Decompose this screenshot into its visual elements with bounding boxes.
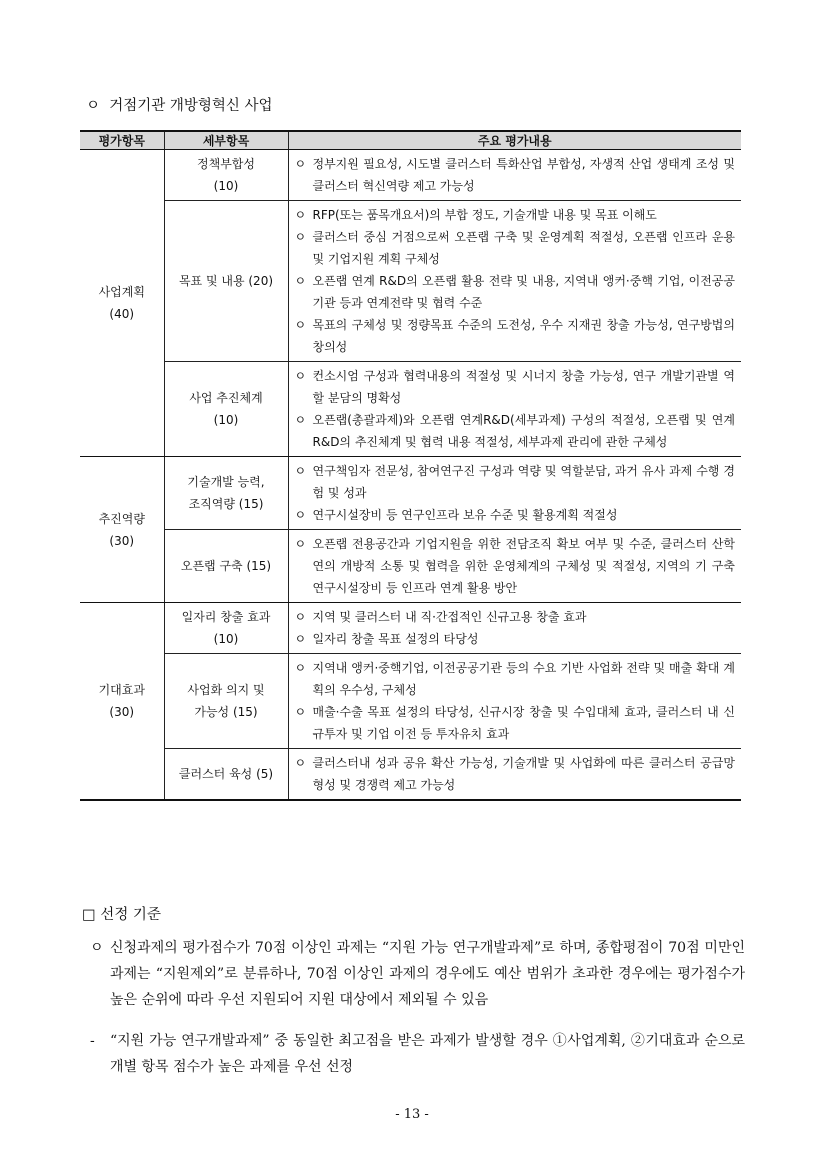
evaluation-table: [80, 130, 741, 801]
content-item: [295, 314, 736, 358]
content-cell: [288, 603, 741, 654]
item-bullet: ㅇ: [294, 756, 307, 770]
category-label: 추진역량: [98, 511, 145, 526]
intro-text: 거점기관 개방형혁신 사업: [109, 98, 273, 114]
item-text: 연구시설장비 등 연구인프라 보유 수준 및 활용계획 적절성: [312, 508, 618, 522]
table-row: [80, 362, 741, 457]
subitem-label: 가능성 (15): [194, 705, 258, 719]
table-row: [80, 654, 741, 749]
subitem-cell: [164, 654, 288, 749]
category-label: (30): [109, 533, 135, 548]
content-item: [295, 270, 736, 314]
content-item: [295, 752, 736, 796]
item-text: 목표의 구체성 및 정량목표 수준의 도전성, 우수 지재권 창출 가능성, 연구방법의 창의성: [312, 318, 735, 354]
para1-text: 신청과제의 평가점수가 70점 이상인 과제는 “지원 가능 연구개발과제”로 하며, 종합평점이 70점 미만인 과제는 “지원제외”로 분류하나, 70점 이상인 과제의 경우에도 예산 범위가 초과한 경우에는 평가점수가 높은 순위에 따라 우선 지원되어 지원 대상에서 제외될 수 있음: [110, 940, 745, 1008]
item-bullet: ㅇ: [294, 537, 307, 551]
item-bullet: ㅇ: [294, 369, 307, 383]
item-bullet: ㅇ: [294, 705, 307, 719]
item-text: 컨소시엄 구성과 협력내용의 적절성 및 시너지 창출 가능성, 연구 개발기관별 역할 분담의 명확성: [312, 369, 735, 405]
selection-paragraph-2: [90, 1028, 745, 1080]
subitem-label: 정책부합성: [197, 157, 255, 171]
subitem-label: (10): [213, 179, 239, 193]
item-bullet: ㅇ: [294, 464, 307, 478]
item-text: 오픈랩(총괄과제)와 오픈랩 연계R&D(세부과제) 구성의 적절성, 오픈랩 및 연계R&D의 추진체계 및 협력 내용 적절성, 세부과제 관리에 관한 구체성: [312, 413, 735, 449]
table-row: [80, 201, 741, 362]
para2-bullet: -: [90, 1033, 95, 1049]
content-item: [295, 226, 736, 270]
item-bullet: ㅇ: [294, 610, 307, 624]
subitem-cell: [164, 150, 288, 201]
item-bullet: ㅇ: [294, 230, 307, 244]
subitem-label: 사업화 의지 및: [187, 683, 265, 697]
content-cell: [288, 362, 741, 457]
item-text: 연구책임자 전문성, 참여연구진 구성과 역량 및 역할분담, 과거 유사 과제 수행 경험 및 성과: [312, 464, 735, 500]
content-item: [295, 628, 736, 650]
content-cell: [288, 749, 741, 801]
item-text: 지역내 앵커·중핵기업, 이전공공기관 등의 수요 기반 사업화 전략 및 매출 확대 계획의 우수성, 구체성: [312, 661, 735, 697]
intro-bullet: ㅇ: [86, 98, 101, 114]
item-text: 지역 및 클러스터 내 직·간접적인 신규고용 창출 효과: [312, 610, 587, 624]
item-text: 오픈랩 전용공간과 기업지원을 위한 전담조직 확보 여부 및 수준, 클러스터 산학연의 개방적 소통 및 협력을 위한 운영체계의 구체성 및 적절성, 지역의 기 구축 연구시설장비 등 인프라 연계 활용 방안: [312, 537, 735, 595]
item-text: RFP(또는 품목개요서)의 부합 정도, 기술개발 내용 및 목표 이해도: [312, 208, 657, 222]
content-cell: [288, 530, 741, 603]
item-bullet: ㅇ: [294, 157, 307, 171]
table-row: [80, 603, 741, 654]
subitem-cell: [164, 362, 288, 457]
category-label: (30): [109, 705, 135, 719]
item-bullet: ㅇ: [294, 208, 307, 222]
subitem-label: (10): [213, 413, 239, 427]
content-cell: [288, 654, 741, 749]
section-intro: [86, 94, 273, 115]
content-item: [295, 533, 736, 599]
content-item: [295, 204, 736, 226]
selection-heading: □ 선정 기준: [82, 907, 161, 923]
item-bullet: ㅇ: [294, 632, 307, 646]
subitem-label: 목표 및 내용 (20): [178, 274, 274, 288]
content-item: [295, 606, 736, 628]
item-bullet: ㅇ: [294, 318, 307, 332]
item-text: 클러스터내 성과 공유 확산 가능성, 기술개발 및 사업화에 따른 클러스터 공급망 형성 및 경쟁력 제고 가능성: [312, 756, 735, 792]
para2-text: “지원 가능 연구개발과제” 중 동일한 최고점을 받은 과제가 발생할 경우 ①사업계획, ②기대효과 순으로 개별 항목 점수가 높은 과제를 우선 선정: [110, 1033, 745, 1075]
subitem-label: 일자리 창출 효과: [181, 610, 271, 624]
header-content: 주요 평가내용: [288, 131, 741, 150]
content-item: [295, 460, 736, 504]
table-row: [80, 457, 741, 530]
category-label: 기대효과: [98, 683, 145, 697]
table-row: [80, 150, 741, 201]
content-cell: [288, 201, 741, 362]
subitem-label: 기술개발 능력,: [187, 475, 265, 489]
subitem-label: (10): [213, 632, 239, 646]
category-cell: [80, 150, 164, 457]
content-item: [295, 409, 736, 453]
table-row: [80, 749, 741, 801]
table-row: [80, 530, 741, 603]
subitem-cell: [164, 749, 288, 801]
item-bullet: ㅇ: [294, 413, 307, 427]
item-bullet: ㅇ: [294, 508, 307, 522]
subitem-label: 오픈랩 구축 (15): [180, 559, 272, 573]
subitem-label: 클러스터 육성 (5): [178, 767, 274, 781]
item-bullet: ㅇ: [294, 661, 307, 675]
subitem-cell: [164, 530, 288, 603]
content-item: [295, 365, 736, 409]
header-subitem: 세부항목: [164, 131, 288, 150]
para1-bullet: ㅇ: [90, 940, 104, 956]
item-text: 정부지원 필요성, 시도별 클러스터 특화산업 부합성, 자생적 산업 생태계 조성 및 클러스터 혁신역량 제고 가능성: [312, 157, 735, 193]
item-bullet: ㅇ: [294, 274, 307, 288]
content-item: [295, 657, 736, 701]
content-item: [295, 153, 736, 197]
subitem-cell: [164, 603, 288, 654]
category-cell: [80, 603, 164, 801]
header-category: 평가항목: [80, 131, 164, 150]
selection-paragraph-1: [90, 935, 745, 1013]
subitem-cell: [164, 457, 288, 530]
subitem-cell: [164, 201, 288, 362]
subitem-label: 조직역량 (15): [188, 497, 264, 511]
item-text: 매출·수출 목표 설정의 타당성, 신규시장 창출 및 수입대체 효과, 클러스터 내 신규투자 및 기업 이전 등 투자유치 효과: [312, 705, 735, 741]
category-label: (40): [109, 307, 135, 321]
category-label: 사업계획: [98, 285, 145, 299]
item-text: 일자리 창출 목표 설정의 타당성: [312, 632, 479, 646]
content-item: [295, 504, 736, 526]
content-cell: [288, 150, 741, 201]
subitem-label: 사업 추진체계: [189, 391, 263, 405]
category-cell: [80, 457, 164, 603]
item-text: 오픈랩 연계 R&D의 오픈랩 활용 전략 및 내용, 지역내 앵커·중핵 기업, 이전공공기관 등과 연계전략 및 협력 수준: [312, 274, 735, 310]
content-item: [295, 701, 736, 745]
item-text: 클러스터 중심 거점으로써 오픈랩 구축 및 운영계획 적절성, 오픈랩 인프라 운용 및 기업지원 계획 구체성: [312, 230, 735, 266]
content-cell: [288, 457, 741, 530]
evaluation-table-body: [80, 150, 741, 801]
page-number: - 13 -: [395, 1107, 429, 1122]
